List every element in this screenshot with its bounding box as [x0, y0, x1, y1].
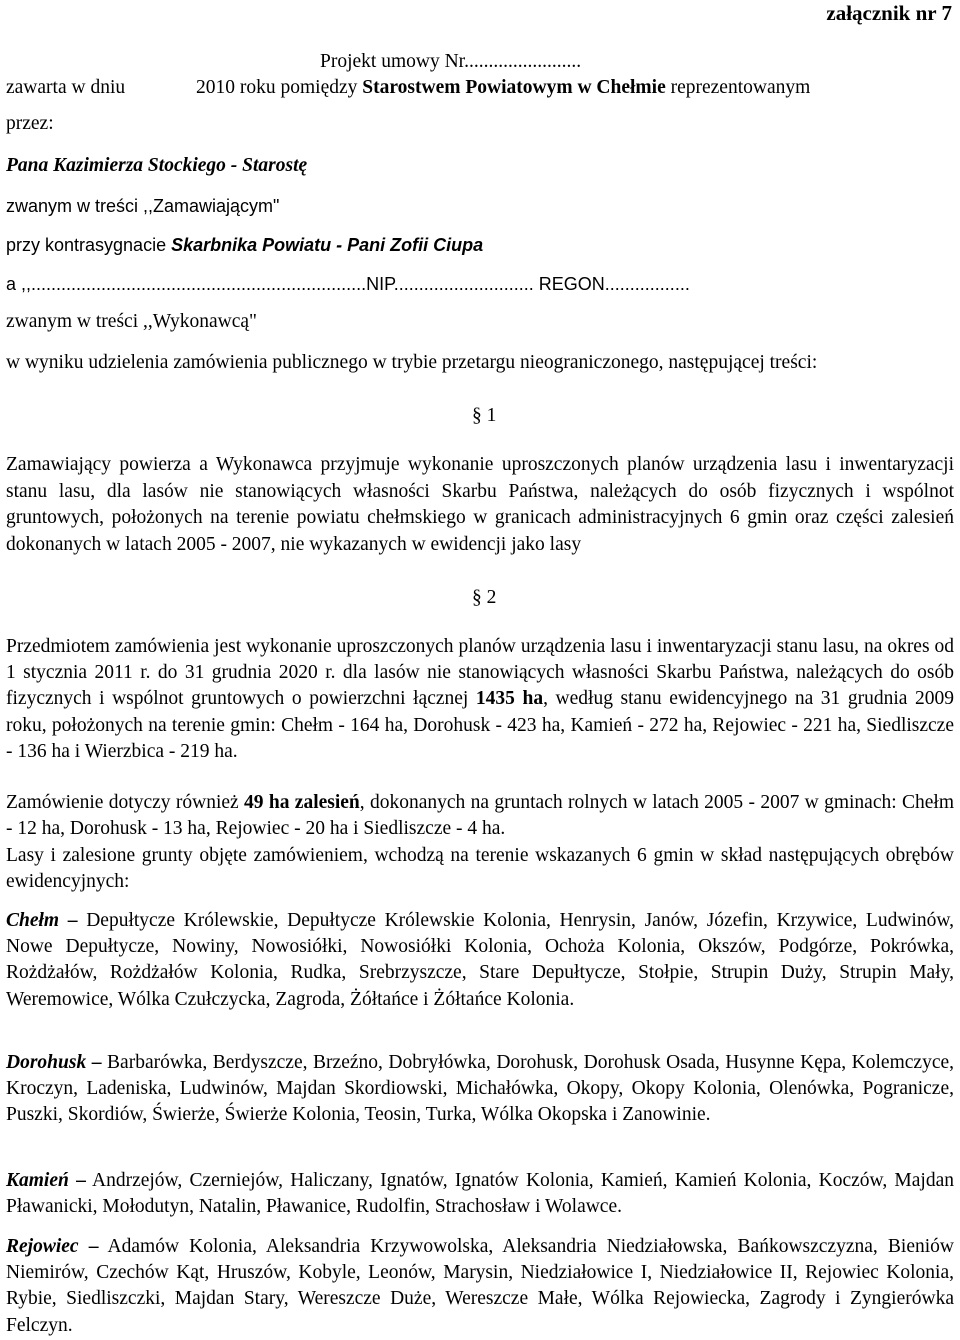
zamawiajacy-line: zwanym w treści ,,Zamawiającym" — [6, 196, 280, 216]
gmina-dash: – — [67, 910, 78, 931]
paragraph-3 — [6, 790, 954, 842]
para3-area-bold: 49 ha zalesień — [244, 792, 360, 813]
section-1-heading: § 1 — [472, 405, 497, 426]
starosta-name: Pana Kazimierza Stockiego - Starostę — [6, 155, 308, 176]
paragraph-4: Lasy i zalesione grunty objęte zamówieniem, wchodzą na terenie wskazanych 6 gmin w skład następujących obrębów ewidencyjnych: — [6, 845, 954, 893]
gmina-obreby: Andrzejów, Czerniejów, Haliczany, Ignatów, Ignatów Kolonia, Kamień, Kamień Kolonia, Koczów, Majdan Pławanicki, Mołodutyn, Natalin, Pławanice, Rudolfin, Strachosław i Wolawce. — [6, 1170, 954, 1218]
section-2-heading: § 2 — [472, 587, 497, 608]
concluded-prefix: zawarta w dniu — [6, 77, 126, 98]
gmina-chelm — [6, 908, 954, 1013]
annex-label: załącznik nr 7 — [826, 1, 952, 25]
intro-paragraph: w wyniku udzielenia zamówienia publicznego w trybie przetargu nieograniczonego, następującej treści: — [6, 352, 818, 373]
gmina-dash: – — [88, 1236, 99, 1257]
para2-area-bold: 1435 ha — [475, 688, 544, 710]
kontrasygnata-line — [6, 233, 483, 257]
year-part: 2010 roku pomiędzy — [196, 77, 358, 98]
gmina-obreby: Barbarówka, Berdyszcze, Brzeźno, Dobryłówka, Dorohusk, Dorohusk Osada, Husynne Kępa, Kolemczyce, Kroczyn, Ladeniska, Ludwinów, Majdan Skordiowski, Michałówka, Okopy, Okopy Kolonia, Olenówka, Pogranicze, Puszki, Skordiów, Świerże, Świerże Kolonia, Teosin, Turka, Wólka Okopska i Zanowinie. — [6, 1052, 955, 1126]
starostwo-name: Starostwem Powiatowym w Chełmie — [362, 77, 666, 98]
gmina-name: Kamień — [6, 1170, 69, 1191]
gmina-dash: – — [76, 1170, 86, 1191]
gmina-obreby: Adamów Kolonia, Aleksandria Krzywowolska, Aleksandria Niedziałowska, Bańkowszczyzna, Bieniów Niemirów, Czechów Kąt, Hruszów, Kobyle, Leonów, Marysin, Niedziałowice I, Niedziałowice II, Rejowiec Kolonia, Rybie, Siedliszczki, Majdan Stary, Wereszcze Duże, Wereszcze Małe, Wólka Rejowiecka, Zagrody i Zyngierówka Felczyn. — [6, 1236, 954, 1336]
reprezentowanym-text: reprezentowanym — [670, 77, 811, 98]
paragraph-1: Zamawiający powierza a Wykonawca przyjmuje wykonanie uproszczonych planów urządzenia lasu i inwentaryzacji stanu lasu, dla lasów nie stanowiących własności Skarbu Państwa, należących do osób fizycznych i wspólnot gruntowych, położonych na terenie powiatu chełmskiego w granicach administracyjnych 6 gmin oraz części zalesień dokonanych w latach 2005 - 2007, nie wykazanych w ewidencji jako lasy — [6, 454, 954, 555]
gmina-kamien — [6, 1168, 954, 1220]
concluded-line — [6, 76, 954, 100]
para3-text-b: , dokonanych na gruntach rolnych w latach 2005 - 2007 w gminach: Chełm - 12 ha, Dorohusk - 13 ha, Rejowiec - 20 ha i Siedliszcze - 4 ha. — [6, 792, 954, 840]
kontrasygnata-prefix: przy kontrasygnacie — [6, 235, 167, 255]
paragraph-2 — [6, 634, 954, 765]
gmina-name: Dorohusk — [6, 1052, 87, 1073]
skarbnik-name: Skarbnika Powiatu - Pani Zofii Ciupa — [171, 235, 484, 255]
gmina-dorohusk — [6, 1050, 954, 1129]
gmina-obreby: Depułtycze Królewskie, Depułtycze Królewskie Kolonia, Henrysin, Janów, Józefin, Krzywice, Ludwinów, Nowe Depułtycze, Nowiny, Nowosiółki, Nowosiółki Kolonia, Ochoża Kolonia, Okszów, Podgórze, Pokrówka, Rożdżałów, Rożdżałów Kolonia, Rudka, Srebrzyszcze, Stare Depułtycze, Stołpie, Strupin Duży, Strupin Mały, Weremowice, Wólka Czułczycka, Zagroda, Żółtańce i Żółtańce Kolonia. — [6, 910, 955, 1010]
concluded-body — [196, 76, 810, 100]
para2-text-a: Przedmiotem zamówienia jest wykonanie uproszczonych planów urządzenia lasu i inwentaryzacji stanu lasu, na okres od 1 stycznia 2011 r. do 31 grudnia 2020 r. dla lasów nie stanowiących własności Skarbu Państwa, należących do osób fizycznych i wspólnot gruntowych o powierzchni łącznej — [6, 636, 954, 710]
gmina-name: Rejowiec — [6, 1236, 79, 1257]
para2-text-b: , według stanu ewidencyjnego na 31 grudnia 2009 roku, położonych na terenie gmin: Chełm - 164 ha, Dorohusk - 423 ha, Kamień - 272 ha, Rejowiec - 221 ha, Siedliszcze - 136 ha i Wierzbica - 219 ha. — [6, 688, 955, 762]
contractor-line: a ,,...................................................................NIP............................ REGON................. — [6, 274, 690, 294]
gmina-rejowiec — [6, 1234, 954, 1339]
para3-text-a: Zamówienie dotyczy również — [6, 792, 239, 813]
przez-label: przez: — [6, 113, 54, 134]
wykonawca-line: zwanym w treści ,,Wykonawcą" — [6, 311, 257, 332]
document-title: Projekt umowy Nr........................ — [320, 51, 582, 72]
gmina-dash: – — [91, 1052, 102, 1073]
gmina-name: Chełm — [6, 910, 60, 931]
